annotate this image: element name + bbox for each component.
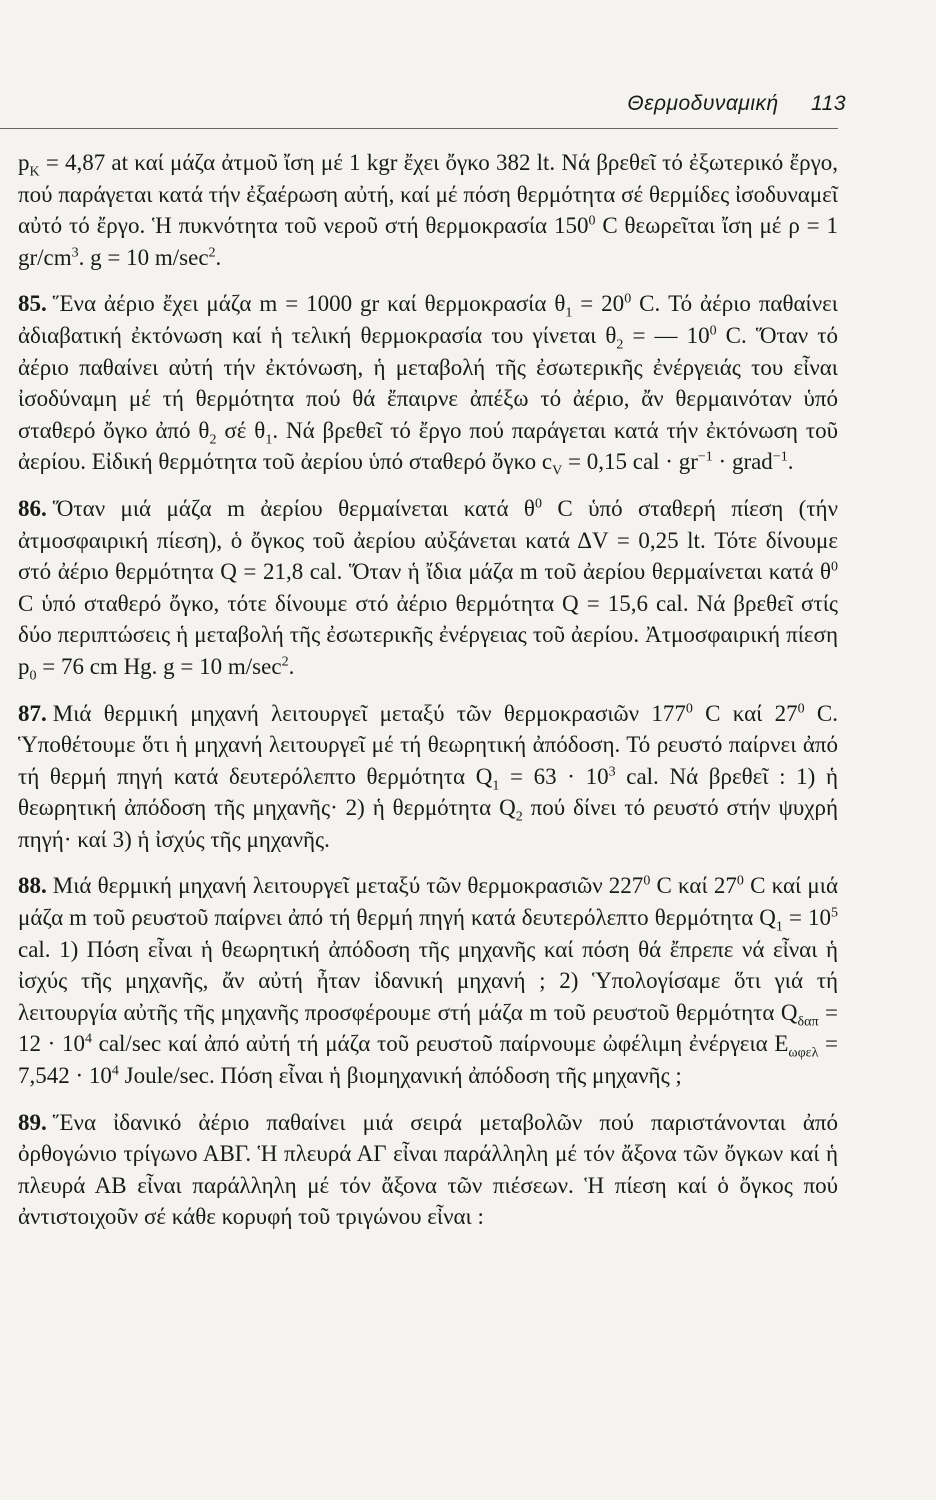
problem-number: 85.: [18, 291, 47, 317]
paragraph-text: $p_K = 4,87$ at καί μάζα ἀτμοῦ ἴση μέ 1 kgr ἔχει ὄγκο 382 lt. Νά βρεθεῖ τό ἐξωτερικό ἔργο, πού παράγεται κατά τήν ἐξαέρωση αὐτή, καί μέ πόση θερμότητα σέ θερμίδες ἰσοδυναμεῖ αὐτό τό ἔργο. Ἡ πυκνότητα τοῦ νεροῦ στή θερμοκρασία $150^0$ C θεωρεῖται ἴση μέ ρ = 1 $gr/cm^3$. g = 10 $m/\sec^2$.: [18, 150, 838, 270]
paragraph-text: Μιά θερμική μηχανή λειτουργεῖ μεταξύ τῶν θερμοκρασιῶν $227^0$ C καί $27^0$ C καί μιά μάζα m τοῦ ρευστοῦ παίρνει ἀπό τή θερμή πηγή κατά δευτερόλεπτο θερμότητα $Q_1 = 10^5$ cal. 1) Πόση εἶναι ἡ θεωρητική ἀπόδοση τῆς μηχανῆς καί πόση θά ἔπρεπε νά εἶναι ἡ ἰσχύς τῆς μηχανῆς, ἄν αὐτή ἦταν ἰδανική μηχανή ; 2) Ὑπολογίσαμε ὅτι γιά τή λειτουργία αὐτῆς τῆς μηχανῆς προσφέρουμε στή μάζα m τοῦ ρευστοῦ θερμότητα $Q_{\delta\alpha\pi} = 12 \cdot 10^4$ cal/sec καί ἀπό αὐτή τή μάζα τοῦ ρευστοῦ παίρνουμε ὠφέλιμη ἐνέργεια $E_{\omega\varphi\varepsilon\lambda} = 7,542 \cdot 10^4$ Joule/sec. Πόση εἶναι ἡ βιομηχανική ἀπόδοση τῆς μηχανῆς ;: [18, 873, 839, 1089]
problem-89: [18, 1107, 838, 1233]
paragraph-text: Μιά θερμική μηχανή λειτουργεῖ μεταξύ τῶν θερμοκρασιῶν $177^0$ C καί $27^0$ C. Ὑποθέτουμε ὅτι ἡ μηχανή λειτουργεῖ μέ τή θεωρητική ἀπόδοση. Τό ρευστό παίρνει ἀπό τή θερμή πηγή κατά δευτερόλεπτο θερμότητα $Q_1 = 63 \cdot 10^3$ cal. Νά βρεθεῖ : 1) ἡ θεωρητική ἀπόδοση τῆς μηχανῆς· 2) ἡ θερμότητα $Q_2$ πού δίνει τό ρευστό στήν ψυχρή πηγή· καί 3) ἡ ἰσχύς τῆς μηχανῆς.: [18, 700, 839, 852]
paragraph-text: Ὅταν μιά μάζα m ἀερίου θερμαίνεται κατά $\theta^0$ C ὑπό σταθερή πίεση (τήν ἀτμοσφαιρική πίεση), ὁ ὄγκος τοῦ ἀερίου αὐξάνεται κατά ΔV = 0,25 lt. Τότε δίνουμε στό ἀέριο θερμότητα Q = 21,8 cal. Ὅταν ἡ ἴδια μάζα m τοῦ ἀερίου θερμαίνεται κατά $\theta^0$ C ὑπό σταθερό ὄγκο, τότε δίνουμε στό ἀέριο θερμότητα Q = 15,6 cal. Νά βρεθεῖ στίς δύο περιπτώσεις ἡ μεταβολή τῆς ἐσωτερικῆς ἐνέργειας τοῦ ἀερίου. Ἀτμοσφαιρική πίεση $p_0 = 76$ cm Hg. g = 10 $m/\sec^2$.: [18, 495, 838, 684]
paragraph-text: Ἕνα ἰδανικό ἀέριο παθαίνει μιά σειρά μεταβολῶν πού παριστάνονται ἀπό ὀρθογώνιο τρίγωνο ΑΒΓ. Ἡ πλευρά ΑΓ εἶναι παράλληλη μέ τόν ἄξονα τῶν ὄγκων καί ἡ πλευρά ΑΒ εἶναι παράλληλη μέ τόν ἄξονα τῶν πιέσεων. Ἡ πίεση καί ὁ ὄγκος πού ἀντιστοιχοῦν σέ κάθε κορυφή τοῦ τριγώνου εἶναι :: [18, 1109, 838, 1230]
problem-number: 86.: [18, 495, 47, 521]
problem-number: 89.: [18, 1109, 47, 1135]
chapter-title: Θερμοδυναμική: [627, 92, 779, 115]
problem-88: [18, 870, 838, 1091]
problem-86: [18, 493, 838, 683]
body-text: [18, 147, 838, 1233]
paragraph-text: Ἕνα ἀέριο ἔχει μάζα m = 1000 gr καί θερμοκρασία $\theta_1 = 20^0$ C. Τό ἀέριο παθαίνει ἀδιαβατική ἐκτόνωση καί ἡ τελική θερμοκρασία του γίνεται $\theta_2$ = — $10^0$ C. Ὅταν τό ἀέριο παθαίνει αὐτή τήν ἐκτόνωση, ἡ μεταβολή τῆς ἐσωτερικῆς ἐνέργειάς του εἶναι ἰσοδύναμη μέ τή θερμότητα πού θά ἔπαιρνε ἀπέξω τό ἀέριο, ἄν θερμαινόταν ὑπό σταθερό ὄγκο ἀπό $\theta_2$ σέ $\theta_1$. Νά βρεθεῖ τό ἔργο πού παράγεται κατά τήν ἐκτόνωση τοῦ ἀερίου. Εἰδική θερμότητα τοῦ ἀερίου ὑπό σταθερό ὄγκο $c_V = 0,15$ cal · $gr^{-1}$ · grad$^{-1}$.: [18, 291, 838, 479]
problem-number: 87.: [18, 700, 47, 726]
problem-87: [18, 698, 838, 856]
paragraph-84-continued: [18, 147, 838, 273]
running-header: [0, 92, 846, 116]
page-number: 113: [811, 92, 846, 115]
problem-85: [18, 288, 838, 478]
header-rule: [0, 128, 838, 129]
problem-number: 88.: [18, 873, 47, 899]
